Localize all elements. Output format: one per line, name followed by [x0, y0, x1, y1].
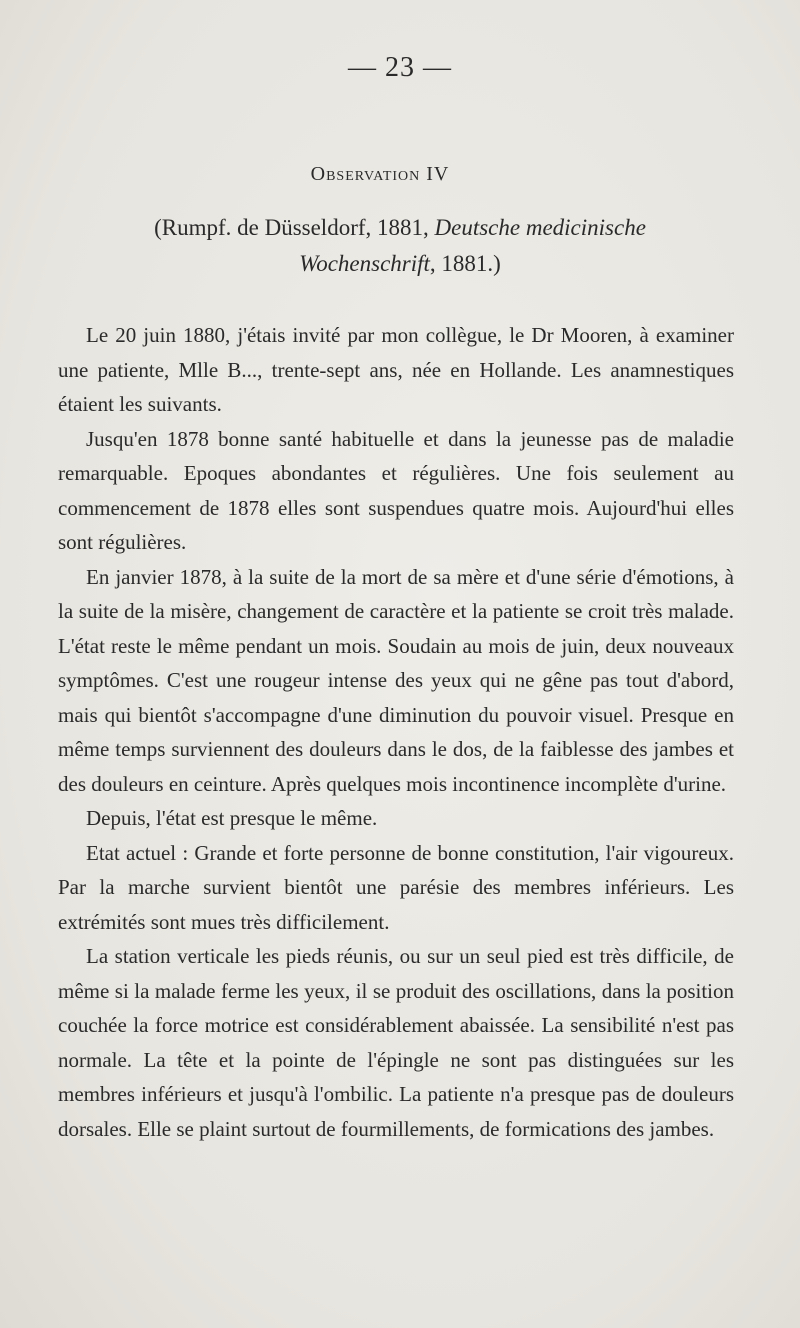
source-citation-open: (Rumpf. de Düsseldorf, 1881, [154, 215, 435, 240]
paragraph-examination: La station verticale les pieds réunis, ou sur un seul pied est très difficile, de même si la malade ferme les yeux, il se produit des oscillations, dans la position couchée la force motrice est considérablement abaissée. La sensibilité n'est pas normale. La tête et la pointe de l'épingle ne sont pas distinguées sur les membres inférieurs et jusqu'à l'ombilic. La patiente n'a presque pas de douleurs dorsales. Elle se plaint surtout de fourmillements, de formications des jambes. [58, 944, 734, 1141]
paragraph-history: Jusqu'en 1878 bonne santé habituelle et dans la jeunesse pas de maladie remarquable. Epoques abondantes et régulières. Une fois seulement au commencement de 1878 elles sont suspendues quatre mois. Aujourd'hui elles sont régulières. [58, 426, 734, 554]
journal-title: Deutsche medicinische Wochenschrift [299, 215, 646, 276]
source-citation [100, 210, 700, 282]
paragraph-current-state: Etat actuel : Grande et forte personne de bonne constitution, l'air vigoureux. Par la marche survient bientôt une parésie des membres inférieurs. Les extrémités sont mues très difficilement. [58, 840, 734, 934]
observation-body [58, 318, 734, 1146]
page-number: — 23 — [348, 52, 452, 83]
paragraph-referral: Le 20 juin 1880, j'étais invité par mon collègue, le Dr Mooren, à examiner une patiente, Mlle B..., trente-sept ans, née en Hollande. Les anamnestiques étaient les suivants. [58, 323, 734, 416]
observation-heading: Observation IV [310, 163, 450, 185]
paragraph-onset: En janvier 1878, à la suite de la mort de sa mère et d'une série d'émotions, à la suite de la misère, changement de caractère et la patiente se croit très malade. L'état reste le même pendant un mois. Soudain au mois de juin, deux nouveaux symptômes. C'est une rougeur intense des yeux qui ne gêne pas tout d'abord, mais qui bientôt s'accompagne d'une diminution du pouvoir visuel. Presque en même temps surviennent des douleurs dans le dos, de la faiblesse des jambes et des douleurs en ceinture. Après quelques mois incontinence incomplète d'urine. [58, 564, 734, 796]
paragraph-since: Depuis, l'état est presque le même. [86, 806, 378, 830]
source-citation-close: , 1881.) [429, 251, 501, 276]
